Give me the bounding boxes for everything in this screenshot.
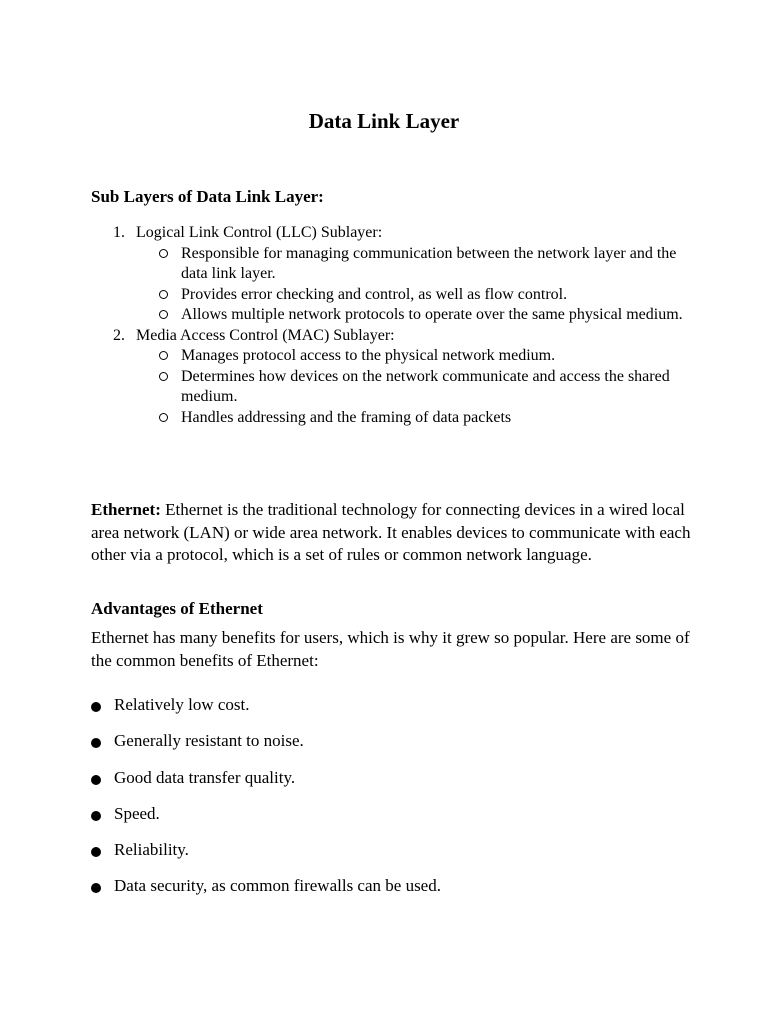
bullet-icon	[91, 775, 101, 785]
list-item	[91, 839, 691, 875]
list-item	[91, 244, 691, 285]
list-item-text: Manages protocol access to the physical network medium.	[181, 347, 556, 364]
list-item	[91, 694, 691, 730]
list-item	[91, 305, 691, 326]
list-item-text: Reliability.	[114, 840, 189, 860]
bullet-icon	[91, 883, 101, 893]
bullet-icon	[91, 702, 101, 712]
circle-bullet-icon	[159, 413, 168, 422]
list-item	[91, 730, 691, 766]
mac-points	[91, 346, 691, 428]
bullet-icon	[91, 811, 101, 821]
list-item	[91, 875, 691, 911]
list-item	[91, 767, 691, 803]
page-title: Data Link Layer	[308, 109, 460, 133]
list-item-text: Data security, as common firewalls can be used.	[114, 876, 441, 896]
circle-bullet-icon	[159, 372, 168, 381]
list-item-text: Generally resistant to noise.	[114, 731, 304, 751]
circle-bullet-icon	[159, 310, 168, 319]
bullet-icon	[91, 847, 101, 857]
llc-points	[91, 244, 691, 326]
list-item-text: Provides error checking and control, as well as flow control.	[181, 285, 568, 303]
ethernet-text: Ethernet is the traditional technology for connecting devices in a wired local area network (LAN) or wide area network. It enables devices to communicate with each other via a protocol, which is a set of rules or common network language.	[91, 500, 691, 564]
sublayer-label: Media Access Control (MAC) Sublayer:	[136, 326, 395, 344]
list-item-text: Good data transfer quality.	[114, 767, 296, 787]
ethernet-paragraph	[91, 499, 691, 567]
sublayers-heading: Sub Layers of Data Link Layer:	[91, 187, 324, 206]
list-number: 2.	[113, 326, 125, 344]
list-item-text: Responsible for managing communication between the network layer and the data link layer.	[181, 244, 677, 282]
benefits-list	[91, 694, 691, 912]
circle-bullet-icon	[159, 290, 168, 299]
list-item-text: Allows multiple network protocols to operate over the same physical medium.	[181, 306, 683, 323]
list-item	[91, 408, 691, 429]
list-item	[91, 346, 691, 367]
advantages-intro: Ethernet has many benefits for users, which is why it grew so popular. Here are some of the common benefits of Ethernet:	[91, 628, 690, 670]
circle-bullet-icon	[159, 249, 168, 258]
sublayer-mac	[91, 326, 691, 347]
list-number: 1.	[113, 224, 125, 241]
sublayers-list	[91, 223, 691, 428]
ethernet-label: Ethernet:	[91, 500, 161, 519]
circle-bullet-icon	[159, 351, 168, 360]
list-item	[91, 803, 691, 839]
list-item-text: Relatively low cost.	[114, 695, 250, 714]
list-item	[91, 367, 691, 408]
advantages-heading: Advantages of Ethernet	[91, 599, 263, 618]
list-item-text: Determines how devices on the network communicate and access the shared medium.	[181, 367, 670, 405]
list-item-text: Speed.	[114, 803, 160, 823]
sublayer-llc	[91, 223, 691, 244]
list-item-text: Handles addressing and the framing of data packets	[181, 408, 512, 426]
sublayer-label: Logical Link Control (LLC) Sublayer:	[136, 224, 383, 241]
list-item	[91, 285, 691, 306]
bullet-icon	[91, 738, 101, 748]
